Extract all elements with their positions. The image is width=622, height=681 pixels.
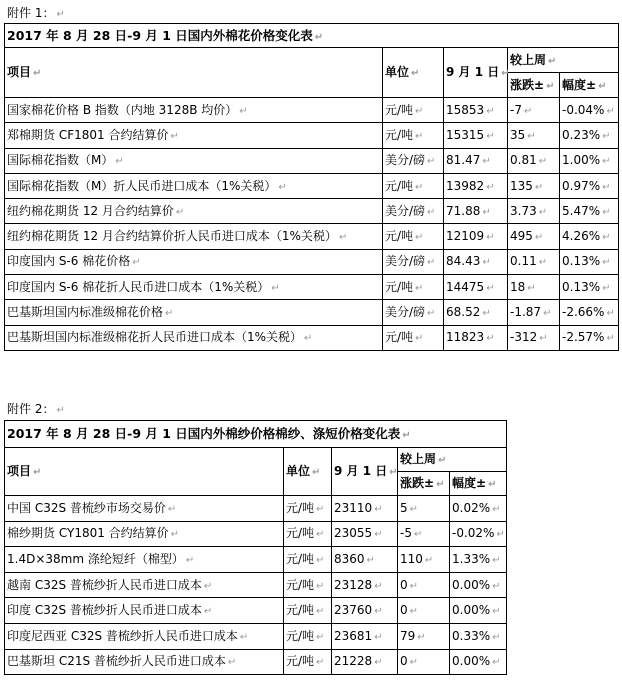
table-row [5,598,507,624]
row-pct: 0.00% ↵ [450,572,507,598]
annex2-title: 2017 年 8 月 28 日-9 月 1 日国内外棉纱价格棉纱、涤短价格变化表 ↵ [5,421,507,448]
row-item: 纽约棉花期货 12 月合约结算价 ↵ [5,199,383,224]
row-change: 135 ↵ [508,173,560,198]
row-pct: 0.00% ↵ [450,649,507,675]
row-price: 23055 ↵ [332,521,398,547]
table-row [5,649,507,675]
row-unit: 元/吨 ↵ [383,325,444,350]
row-pct: 0.33% ↵ [450,623,507,649]
row-change: 0.81 ↵ [508,148,560,173]
header-unit: 单位 ↵ [383,48,444,98]
row-change: 79 ↵ [398,623,450,649]
row-change: 0 ↵ [398,598,450,624]
cotton-price-table [4,23,619,351]
row-unit: 元/吨 ↵ [383,173,444,198]
yarn-price-table [4,420,507,675]
row-unit: 元/吨 ↵ [383,275,444,300]
table-row [5,521,507,547]
row-pct: -2.57% ↵ [560,325,619,350]
row-pct: 1.33% ↵ [450,547,507,573]
row-item: 郑棉期货 CF1801 合约结算价 ↵ [5,123,383,148]
row-change: -1.87 ↵ [508,300,560,325]
row-change: 495 ↵ [508,224,560,249]
row-change: 0.11 ↵ [508,249,560,274]
row-price: 81.47 ↵ [444,148,508,173]
annex2-label: 附件 2： ↵ [7,402,65,416]
header-change: 涨跌± ↵ [398,472,450,496]
row-change: 0 ↵ [398,649,450,675]
row-item: 国家棉花价格 B 指数（内地 3128B 均价） ↵ [5,98,383,123]
table-row [5,300,619,325]
row-pct: 4.26% ↵ [560,224,619,249]
row-pct: 5.47% ↵ [560,199,619,224]
header-unit: 单位 ↵ [284,448,332,496]
row-change: 110 ↵ [398,547,450,573]
row-pct: 0.97% ↵ [560,173,619,198]
row-item: 巴基斯坦国内标准级棉花折人民币进口成本（1%关税） ↵ [5,325,383,350]
row-unit: 元/吨 ↵ [284,547,332,573]
row-pct: -0.04% ↵ [560,98,619,123]
table-row [5,623,507,649]
row-unit: 美分/磅 ↵ [383,148,444,173]
row-unit: 元/吨 ↵ [383,224,444,249]
table-row [5,249,619,274]
table-row [5,325,619,350]
row-change: 0 ↵ [398,572,450,598]
header-item: 项目 ↵ [5,448,284,496]
row-item: 纽约棉花期货 12 月合约结算价折人民币进口成本（1%关税） ↵ [5,224,383,249]
row-pct: 0.02% ↵ [450,496,507,522]
row-unit: 美分/磅 ↵ [383,249,444,274]
row-unit: 元/吨 ↵ [383,98,444,123]
row-item: 棉纱期货 CY1801 合约结算价 ↵ [5,521,284,547]
row-item: 越南 C32S 普梳纱折人民币进口成本 ↵ [5,572,284,598]
table-row [5,148,619,173]
row-item: 中国 C32S 普梳纱市场交易价 ↵ [5,496,284,522]
row-unit: 元/吨 ↵ [284,521,332,547]
row-unit: 元/吨 ↵ [383,123,444,148]
row-price: 23760 ↵ [332,598,398,624]
row-unit: 元/吨 ↵ [284,649,332,675]
annex1-title: 2017 年 8 月 28 日-9 月 1 日国内外棉花价格变化表 ↵ [5,24,619,48]
table-row [5,199,619,224]
table-row [5,547,507,573]
row-item: 1.4D×38mm 涤纶短纤（棉型） ↵ [5,547,284,573]
row-item: 巴基斯坦国内标准级棉花价格 ↵ [5,300,383,325]
header-change-group: 较上周 ↵ [398,448,507,472]
row-unit: 美分/磅 ↵ [383,199,444,224]
table-row [5,496,507,522]
row-unit: 美分/磅 ↵ [383,300,444,325]
row-pct: 0.13% ↵ [560,249,619,274]
row-price: 21228 ↵ [332,649,398,675]
row-item: 印度国内 S-6 棉花折人民币进口成本（1%关税） ↵ [5,275,383,300]
row-item: 印度 C32S 普梳纱折人民币进口成本 ↵ [5,598,284,624]
table-row [5,275,619,300]
annex1-label: 附件 1： ↵ [7,6,65,20]
header-pct: 幅度± ↵ [560,73,619,98]
table-row [5,173,619,198]
row-price: 84.43 ↵ [444,249,508,274]
header-pct: 幅度± ↵ [450,472,507,496]
row-price: 23110 ↵ [332,496,398,522]
row-item: 印度尼西亚 C32S 普梳纱折人民币进口成本 ↵ [5,623,284,649]
row-unit: 元/吨 ↵ [284,598,332,624]
table-row [5,98,619,123]
header-price: 9 月 1 日 ↵ [444,48,508,98]
row-price: 12109 ↵ [444,224,508,249]
row-price: 23681 ↵ [332,623,398,649]
row-change: 35 ↵ [508,123,560,148]
row-pct: -0.02% ↵ [450,521,507,547]
row-price: 15315 ↵ [444,123,508,148]
row-unit: 元/吨 ↵ [284,496,332,522]
table-row [5,572,507,598]
row-change: -312 ↵ [508,325,560,350]
row-price: 23128 ↵ [332,572,398,598]
row-item: 印度国内 S-6 棉花价格 ↵ [5,249,383,274]
row-change: 3.73 ↵ [508,199,560,224]
row-price: 13982 ↵ [444,173,508,198]
row-change: 18 ↵ [508,275,560,300]
row-price: 68.52 ↵ [444,300,508,325]
row-price: 11823 ↵ [444,325,508,350]
row-item: 国际棉花指数（M）折人民币进口成本（1%关税） ↵ [5,173,383,198]
row-item: 巴基斯坦 C21S 普梳纱折人民币进口成本 ↵ [5,649,284,675]
table-row [5,224,619,249]
row-change: 5 ↵ [398,496,450,522]
row-unit: 元/吨 ↵ [284,623,332,649]
row-item: 国际棉花指数（M） ↵ [5,148,383,173]
row-change: -7 ↵ [508,98,560,123]
row-pct: -2.66% ↵ [560,300,619,325]
header-change: 涨跌± ↵ [508,73,560,98]
header-price: 9 月 1 日 ↵ [332,448,398,496]
row-price: 8360 ↵ [332,547,398,573]
row-change: -5 ↵ [398,521,450,547]
row-price: 71.88 ↵ [444,199,508,224]
row-pct: 0.00% ↵ [450,598,507,624]
row-price: 14475 ↵ [444,275,508,300]
row-pct: 1.00% ↵ [560,148,619,173]
row-unit: 元/吨 ↵ [284,572,332,598]
row-pct: 0.13% ↵ [560,275,619,300]
row-pct: 0.23% ↵ [560,123,619,148]
row-price: 15853 ↵ [444,98,508,123]
header-change-group: 较上周 ↵ [508,48,619,73]
table-row [5,123,619,148]
header-item: 项目 ↵ [5,48,383,98]
